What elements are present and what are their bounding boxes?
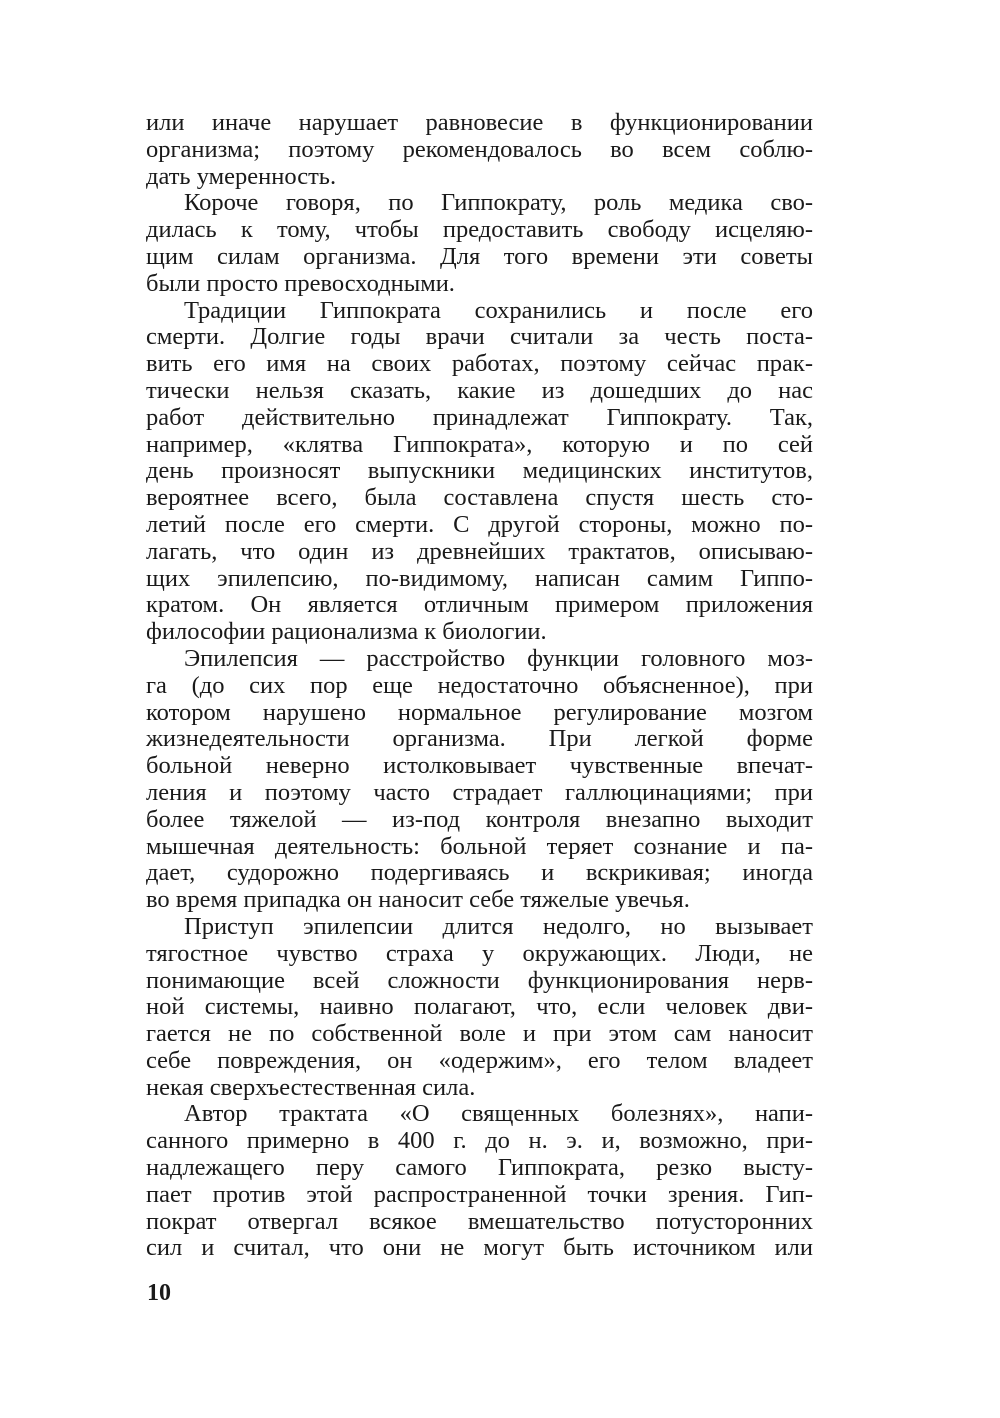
text-line: жизнедеятельности организма. При легкой форме [146,725,813,753]
page-number: 10 [147,1280,171,1306]
text-line: или иначе нарушает равновесие в функционировании [146,109,813,136]
text-line: котором нарушено нормальное регулирование мозгом [146,698,813,726]
text-line: Эпилепсия — расстройство функции головного моз- [184,644,813,672]
body-text [146,110,813,1262]
text-line: тягостное чувство страха у окружающих. Люди, не [146,939,813,967]
text-line: организма; поэтому рекомендовалось во всем соблю- [146,135,813,163]
text-line: день произносят выпускники медицинских институтов, [146,457,813,485]
text-line: дает, судорожно подергиваясь и вскрикивая; иногда [146,859,813,887]
text-line: ления и поэтому часто страдает галлюцинациями; при [146,778,813,806]
text-line: надлежащего перу самого Гиппократа, резко высту- [146,1154,813,1182]
text-line: щих эпилепсию, по-видимому, написан самим Гиппо- [146,564,813,592]
text-line: тически нельзя сказать, какие из дошедших до нас [146,376,813,404]
text-line: пает против этой распространенной точки зрения. Гип- [146,1180,813,1208]
text-line: санного примерно в 400 г. до н. э. и, возможно, при- [146,1127,813,1155]
text-line: летий после его смерти. С другой стороны, можно по- [146,510,813,538]
text-line: смерти. Долгие годы врачи считали за честь поста- [146,323,813,351]
text-line: например, «клятва Гиппократа», которую и по сей [146,430,813,458]
paragraph [146,110,813,190]
text-line: Приступ эпилепсии длится недолго, но вызывает [184,912,813,940]
paragraph [146,190,813,297]
text-line: лагать, что один из древнейших трактатов, описываю- [146,537,813,565]
text-line: сил и считал, что они не могут быть источником или [146,1234,813,1262]
text-line: гается не по собственной воле и при этом сам наносит [146,1020,813,1048]
text-line: га (до сих пор еще недостаточно объясненное), при [146,671,813,699]
text-line: кратом. Он является отличным примером приложения [146,591,813,619]
text-line: были просто превосходными. [146,269,455,297]
paragraph [146,298,813,646]
text-line: понимающие всей сложности функционирования нерв- [146,966,813,994]
text-line: вероятнее всего, была составлена спустя шесть сто- [146,484,813,512]
text-line: больной неверно истолковывает чувственные впечат- [146,752,813,780]
text-line: во время припадка он наносит себе тяжелые увечья. [146,886,690,914]
text-line: дилась к тому, чтобы предоставить свободу исцеляю- [146,216,813,244]
text-line: более тяжелой — из-под контроля внезапно выходит [146,805,813,833]
paragraph [146,1101,813,1262]
paragraph [146,914,813,1102]
text-line: ной системы, наивно полагают, что, если человек дви- [146,993,813,1021]
text-line: щим силам организма. Для того времени эти советы [146,242,813,270]
text-line: некая сверхъестественная сила. [146,1073,476,1101]
text-line: работ действительно принадлежат Гиппократу. Так, [146,403,813,431]
text-line: себе повреждения, он «одержим», его телом владеет [146,1046,813,1074]
text-line: Короче говоря, по Гиппократу, роль медика сво- [184,189,813,217]
text-line: вить его имя на своих работах, поэтому сейчас прак- [146,350,813,378]
text-line: дать умеренность. [146,162,337,190]
text-line: мышечная деятельность: больной теряет сознание и па- [146,832,813,860]
text-line: философии рационализма к биологии. [146,618,547,646]
paragraph [146,646,813,914]
text-line: Автор трактата «О священных болезнях», напи- [184,1100,813,1128]
text-line: пократ отвергал всякое вмешательство потусторонних [146,1207,813,1235]
text-line: Традиции Гиппократа сохранились и после его [184,296,813,324]
